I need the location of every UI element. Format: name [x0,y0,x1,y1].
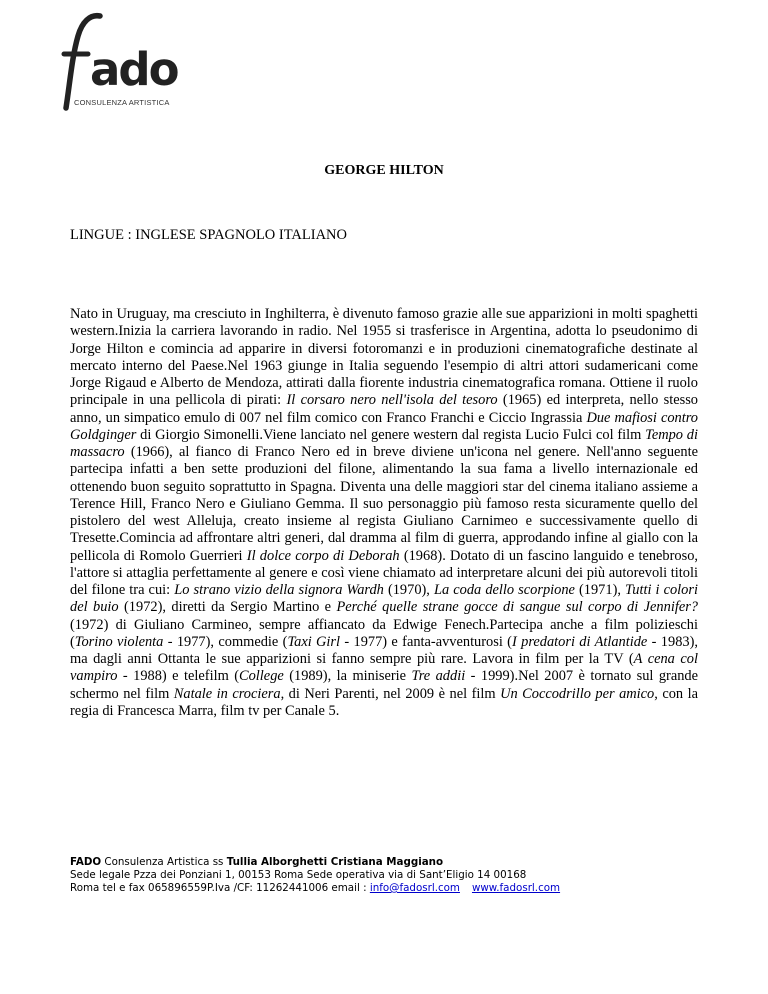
biography-paragraph [70,306,698,720]
film-title: Il dolce corpo di Deborah [246,547,400,564]
fado-logo [52,12,178,112]
footer-partners: Tullia Alborghetti Cristiana Maggiano [226,856,444,868]
bio-text: , con la regia di Francesca Marra, film tv per Canale 5. [70,685,698,719]
bio-text: (1968). Dotato di un fascino languido e tenebroso, l'attore si attaglia perfettamente al genere e così viene chiamato ad interpretare alcuni dei più autorevoli titoli del filone tra cui: [70,547,698,598]
film-title: Tempo di massacro [70,426,698,460]
footer-company-desc: Consulenza Artistica ss [101,856,227,868]
footer-email-link[interactable]: info@fadosrl.com [369,882,460,894]
footer-address: Sede legale Pzza dei Ponziani 1, 00153 Roma Sede operativa via di Sant’Eligio 14 00168 [70,869,527,881]
film-title: Il corsaro nero nell'isola del tesoro [286,392,498,409]
film-title: Un Coccodrillo per amico [500,685,655,702]
film-title: I predatori di Atlantide [511,633,648,650]
film-title: College [239,668,284,685]
film-title: Torino violenta [74,633,164,650]
footer-contacts: Roma tel e fax 065896559P.Iva /CF: 11262441006 email : [70,882,370,894]
bio-text: (1970), [383,582,434,598]
bio-text: (1989), la miniserie [283,668,412,685]
bio-text: - 1983), ma dagli anni Ottanta le sue apparizioni si fanno sempre più rare. Lavora in film per la TV ( [70,633,698,667]
languages-line: LINGUE : INGLESE SPAGNOLO ITALIANO [70,227,348,243]
film-title: Natale in crociera [173,685,281,702]
bio-text: , di Neri Parenti, nel 2009 è nel film [280,685,501,702]
logo-wordmark: ado [90,43,178,96]
bio-text: - 1988) e telefilm ( [117,668,240,685]
footer-company-name: FADO [70,856,102,868]
film-title: Tre addii [411,668,466,685]
footer-company-line [70,856,710,869]
film-title: Taxi Girl [287,633,341,650]
film-title: Due mafiosi contro Goldginger [70,409,698,443]
bio-text: di Giorgio Simonelli.Viene lanciato nel genere western dal regista Lucio Fulci col film [136,426,646,443]
film-title: Tutti i colori del buio [70,582,698,616]
film-title: La coda dello scorpione [433,582,575,598]
film-title: Lo strano vizio della signora Wardh [174,582,384,598]
bio-text: (1971), [574,582,626,598]
bio-text: Nato in Uruguay, ma cresciuto in Inghilterra, è divenuto famoso grazie alle sue apparizioni in molti spaghetti western.Inizia la carriera lavorando in radio. Nel 1955 si trasferisce in Argentina, adotta lo pseudonimo di Jorge Hilton e comincia ad apparire in diversi fotoromanzi e in produzioni cinematografiche destinate al mercato interno del Paese.Nel 1963 giunge in Italia seguendo l'esempio di altri attori sudamericani come Jorge Rigaud e Alberto de Mendoza, attirati dalla fiorente industria cinematografica romana. Ottiene il ruolo principale in una pellicola di pirati: [70,306,698,409]
footer-contacts-line [70,882,710,895]
page-title: GEORGE HILTON [324,163,444,178]
bio-text: (1966), al fianco di Franco Nero ed in breve diviene un'icona nel genere. Nell'anno seguente partecipa infatti a ben sette produzioni del filone, alimentando la sua fama a livello internazionale ed ottenendo buon seguito soprattutto in Spagna. Diventa una delle maggiori star del cinema italiano assieme a Terence Hill, Franco Nero e Giuliano Gemma. Il suo personaggio più famoso resta sicuramente quello del pistolero del west Alleluja, creato insieme al regista Giuliano Carnimeo e successivamente quello di Tresette.Comincia ad affrontare altri generi, dal dramma al film di guerra, approdando infine al giallo con la pellicola di Romolo Guerrieri [70,444,698,564]
bio-text: (1972) di Giuliano Carmineo, sempre affiancato da Edwige Fenech.Partecipa anche a film polizieschi ( [70,616,698,650]
bio-text: - 1999).Nel 2007 è tornato sul grande schermo nel film [70,668,698,702]
film-title: Perché quelle strane gocce di sangue sul corpo di Jennifer? [336,599,698,616]
logo-subtitle: CONSULENZA ARTISTICA [74,98,170,107]
bio-text: (1972), diretti da Sergio Martino e [118,599,337,616]
film-title: A cena col vampiro [70,651,698,685]
footer-website-link[interactable]: www.fadosrl.com [471,882,561,894]
footer [70,856,710,895]
bio-text: - 1977) e fanta-avventurosi ( [340,633,512,650]
bio-text: (1965) ed interpreta, nello stesso anno, un simpatico emulo di 007 nel film comico con Franco Franchi e Ciccio Ingrassia [70,392,699,426]
bio-text: - 1977), commedie ( [163,633,288,650]
